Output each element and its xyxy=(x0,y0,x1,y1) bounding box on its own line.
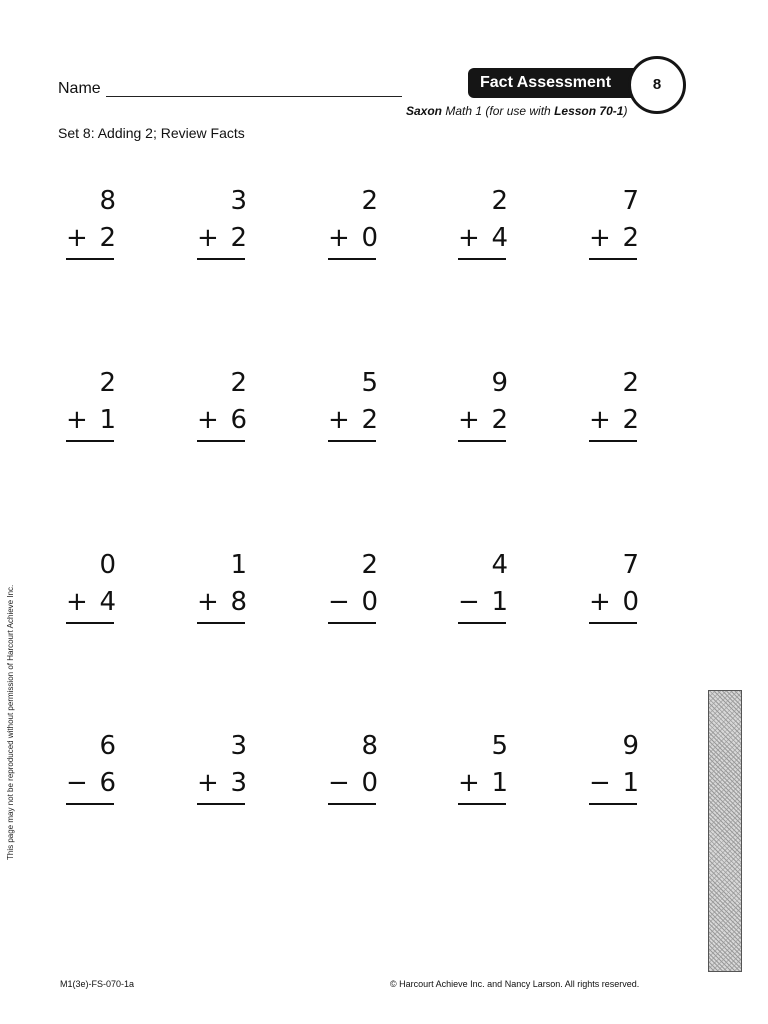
problem-top-number: 9 xyxy=(491,368,508,398)
problem-operator: − xyxy=(458,587,480,617)
problem-operator: + xyxy=(458,223,480,253)
footer-copyright: © Harcourt Achieve Inc. and Nancy Larson. All rights reserved. xyxy=(390,979,640,989)
math-problem xyxy=(328,550,378,620)
problem-bottom-number: 8 xyxy=(230,587,247,617)
answer-line[interactable] xyxy=(197,622,245,624)
side-copyright-note: This page may not be reproduced without permission of Harcourt Achieve Inc. xyxy=(6,584,15,860)
answer-line[interactable] xyxy=(589,440,637,442)
problem-bottom-number: 6 xyxy=(99,768,116,798)
problem-bottom-number: 2 xyxy=(361,405,378,435)
problem-bottom-number: 2 xyxy=(491,405,508,435)
math-problem xyxy=(197,186,247,256)
problem-top-number: 7 xyxy=(622,186,639,216)
problem-bottom-number: 0 xyxy=(361,223,378,253)
program-line xyxy=(406,104,627,118)
problem-top-number: 2 xyxy=(230,368,247,398)
problem-operator: + xyxy=(458,405,480,435)
footer-code: M1(3e)-FS-070-1a xyxy=(60,979,135,989)
math-problem xyxy=(589,368,639,438)
math-problem xyxy=(458,731,508,801)
problem-top-number: 2 xyxy=(491,186,508,216)
problem-top-number: 5 xyxy=(361,368,378,398)
problem-bottom-number: 0 xyxy=(361,768,378,798)
problem-top-number: 6 xyxy=(99,731,116,761)
problem-top-number: 7 xyxy=(622,550,639,580)
set-title: Set 8: Adding 2; Review Facts xyxy=(58,125,245,141)
math-problem xyxy=(66,186,116,256)
math-problem xyxy=(458,550,508,620)
problem-bottom-number: 1 xyxy=(99,405,116,435)
math-problem xyxy=(589,731,639,801)
answer-line[interactable] xyxy=(197,258,245,260)
problem-top-number: 4 xyxy=(491,550,508,580)
answer-line[interactable] xyxy=(66,258,114,260)
answer-line[interactable] xyxy=(197,440,245,442)
answer-line[interactable] xyxy=(458,258,506,260)
problem-top-number: 3 xyxy=(230,186,247,216)
problem-operator: + xyxy=(66,405,88,435)
answer-line[interactable] xyxy=(589,258,637,260)
problem-bottom-number: 1 xyxy=(491,587,508,617)
problem-top-number: 9 xyxy=(622,731,639,761)
problem-bottom-number: 2 xyxy=(230,223,247,253)
problem-operator: + xyxy=(197,587,219,617)
problem-operator: + xyxy=(589,223,611,253)
problem-operator: + xyxy=(458,768,480,798)
badge-number: 8 xyxy=(628,56,686,114)
problem-bottom-number: 4 xyxy=(491,223,508,253)
program-rest: Math 1 (for use with xyxy=(442,104,555,118)
problem-top-number: 2 xyxy=(361,186,378,216)
name-label: Name xyxy=(58,80,101,97)
problem-top-number: 0 xyxy=(99,550,116,580)
lesson-number: Lesson 70-1 xyxy=(554,104,624,118)
math-problem xyxy=(589,186,639,256)
math-problem xyxy=(589,550,639,620)
problem-bottom-number: 4 xyxy=(99,587,116,617)
answer-line[interactable] xyxy=(458,440,506,442)
math-problem xyxy=(66,368,116,438)
close-paren: ) xyxy=(623,104,628,118)
name-line[interactable] xyxy=(106,96,402,97)
answer-line[interactable] xyxy=(458,622,506,624)
problem-bottom-number: 3 xyxy=(230,768,247,798)
problem-top-number: 3 xyxy=(230,731,247,761)
problem-bottom-number: 0 xyxy=(622,587,639,617)
problem-operator: + xyxy=(66,587,88,617)
problem-operator: + xyxy=(589,405,611,435)
fact-assessment-badge: Fact Assessment xyxy=(468,68,636,98)
problem-top-number: 2 xyxy=(99,368,116,398)
problem-operator: + xyxy=(589,587,611,617)
problem-top-number: 5 xyxy=(491,731,508,761)
problem-bottom-number: 2 xyxy=(622,405,639,435)
problem-operator: − xyxy=(66,768,88,798)
answer-line[interactable] xyxy=(197,803,245,805)
math-problem xyxy=(328,368,378,438)
problem-bottom-number: 0 xyxy=(361,587,378,617)
problem-operator: + xyxy=(66,223,88,253)
program-name: Saxon xyxy=(406,104,443,118)
problem-bottom-number: 6 xyxy=(230,405,247,435)
problem-operator: + xyxy=(197,405,219,435)
math-problem xyxy=(66,550,116,620)
answer-line[interactable] xyxy=(328,440,376,442)
problem-operator: + xyxy=(197,223,219,253)
answer-line[interactable] xyxy=(66,803,114,805)
problem-operator: − xyxy=(328,587,350,617)
scan-strip xyxy=(708,690,742,972)
answer-line[interactable] xyxy=(328,622,376,624)
answer-line[interactable] xyxy=(66,622,114,624)
problem-bottom-number: 1 xyxy=(491,768,508,798)
math-problem xyxy=(197,731,247,801)
math-problem xyxy=(328,186,378,256)
answer-line[interactable] xyxy=(328,258,376,260)
problem-operator: − xyxy=(328,768,350,798)
problem-operator: + xyxy=(197,768,219,798)
problem-top-number: 8 xyxy=(99,186,116,216)
answer-line[interactable] xyxy=(589,622,637,624)
problem-bottom-number: 2 xyxy=(99,223,116,253)
math-problem xyxy=(197,550,247,620)
problem-operator: + xyxy=(328,405,350,435)
math-problem xyxy=(197,368,247,438)
problem-bottom-number: 1 xyxy=(622,768,639,798)
answer-line[interactable] xyxy=(458,803,506,805)
answer-line[interactable] xyxy=(328,803,376,805)
problem-top-number: 8 xyxy=(361,731,378,761)
problem-operator: + xyxy=(328,223,350,253)
math-problem xyxy=(458,186,508,256)
problem-operator: − xyxy=(589,768,611,798)
problem-top-number: 1 xyxy=(230,550,247,580)
math-problem xyxy=(458,368,508,438)
answer-line[interactable] xyxy=(66,440,114,442)
problem-bottom-number: 2 xyxy=(622,223,639,253)
answer-line[interactable] xyxy=(589,803,637,805)
problem-top-number: 2 xyxy=(361,550,378,580)
math-problem xyxy=(66,731,116,801)
problem-top-number: 2 xyxy=(622,368,639,398)
math-problem xyxy=(328,731,378,801)
